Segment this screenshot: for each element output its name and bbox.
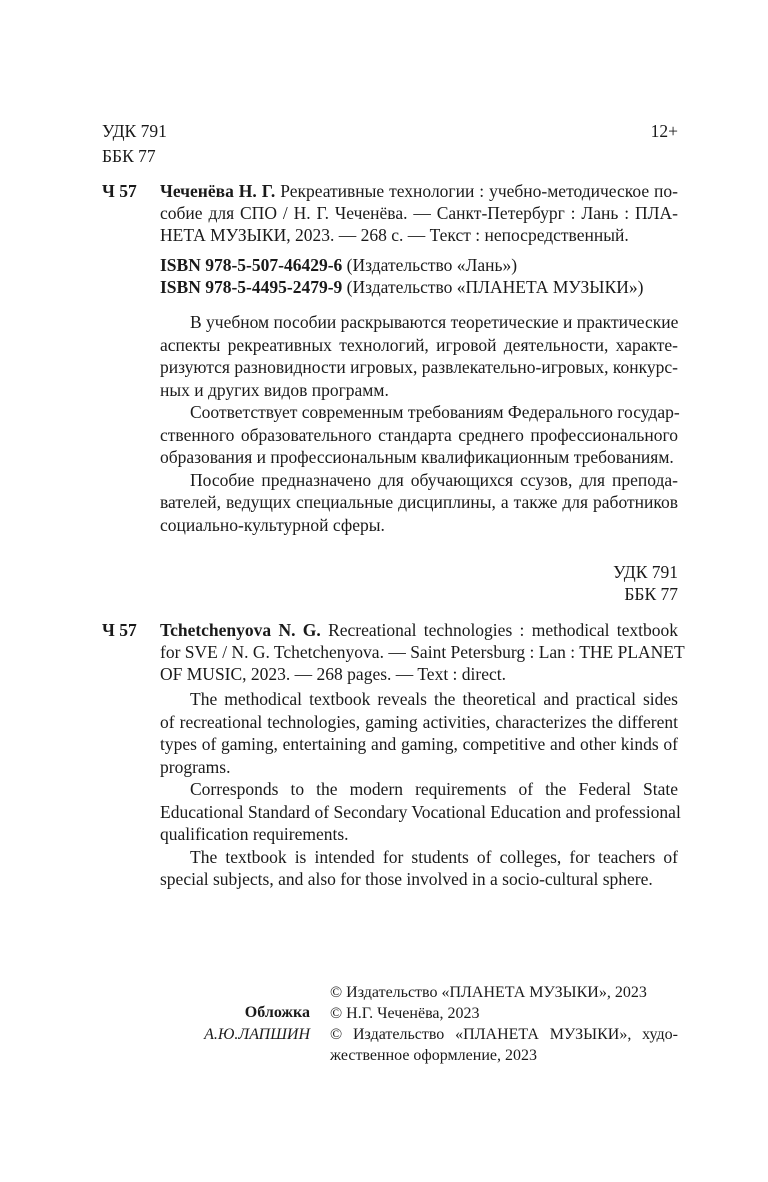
en-entry-line-2: for SVE / N. G. Tchetchenyova. — Saint Petersburg : Lan : THE PLANET — [160, 642, 685, 662]
en-author: Tchetchenyova N. G. — [160, 620, 321, 640]
en-entry-line-3: OF MUSIC, 2023. — 268 pages. — Text : direct. — [160, 664, 507, 684]
copyright-1: © Издательство «ПЛАНЕТА МУЗЫКИ», 2023 — [330, 984, 647, 1001]
isbn-1: ISBN 978-5-507-46429-6 (Издательство «Лань») — [160, 255, 518, 275]
ru-cutter-number: Ч 57 — [102, 181, 137, 201]
age-rating: 12+ — [650, 121, 678, 141]
ru-entry-line-2: собие для СПО / Н. Г. Чеченёва. — Санкт-Петербург : Лань : ПЛА- — [160, 203, 678, 223]
bbk-code: ББК 77 — [102, 146, 156, 166]
copyright-4: жественное оформление, 2023 — [330, 1047, 537, 1064]
ru-entry-line-3: НЕТА МУЗЫКИ, 2023. — 268 с. — Текст : непосредственный. — [160, 225, 629, 245]
isbn-2: ISBN 978-5-4495-2479-9 (Издательство «ПЛАНЕТА МУЗЫКИ») — [160, 277, 644, 297]
cover-artist: А.Ю.ЛАПШИН — [204, 1026, 310, 1043]
ru-entry-line-1: Чеченёва Н. Г. Рекреативные технологии : учебно-методическое по- — [160, 181, 678, 201]
cover-label: Обложка — [244, 1004, 310, 1021]
en-entry-line-1: Tchetchenyova N. G. Recreational technologies : methodical textbook — [160, 620, 678, 640]
udk-code: УДК 791 — [102, 121, 167, 141]
copyright-3: © Издательство «ПЛАНЕТА МУЗЫКИ», худо- — [330, 1026, 678, 1043]
ru-abstract: В учебном пособии раскрываются теоретические и практические аспекты рекреативных технологий, игровой деятельности, характе- ризуются разновидности игровых, развлекательно-игровых, конкурс- ных и других видов программ. Соответствует современным требованиям Федерального государ- ственного образовательного стандарта среднего профессионального образования и профессиональным квалификационным требованиям. Пособие предназначено для обучающихся ссузов, для препода- вателей, ведущих специальные дисциплины, а также для работников социально-культурной сферы. — [160, 312, 680, 535]
en-udk-code: УДК 791 — [613, 562, 678, 582]
en-bbk-code: ББК 77 — [624, 584, 678, 604]
ru-author: Чеченёва Н. Г. — [160, 181, 276, 201]
copyright-2: © Н.Г. Чеченёва, 2023 — [330, 1005, 480, 1022]
en-abstract: The methodical textbook reveals the theoretical and practical sides of recreational technologies, gaming activities, characterizes the different types of gaming, entertaining and gaming, competitive and other kinds of programs. Corresponds to the modern requirements of the Federal State Educational Standard of Secondary Vocational Education and professional qualification requirements. The textbook is intended for students of colleges, for teachers of special subjects, and also for those involved in a socio-cultural sphere. — [160, 689, 681, 889]
en-cutter-number: Ч 57 — [102, 620, 137, 640]
